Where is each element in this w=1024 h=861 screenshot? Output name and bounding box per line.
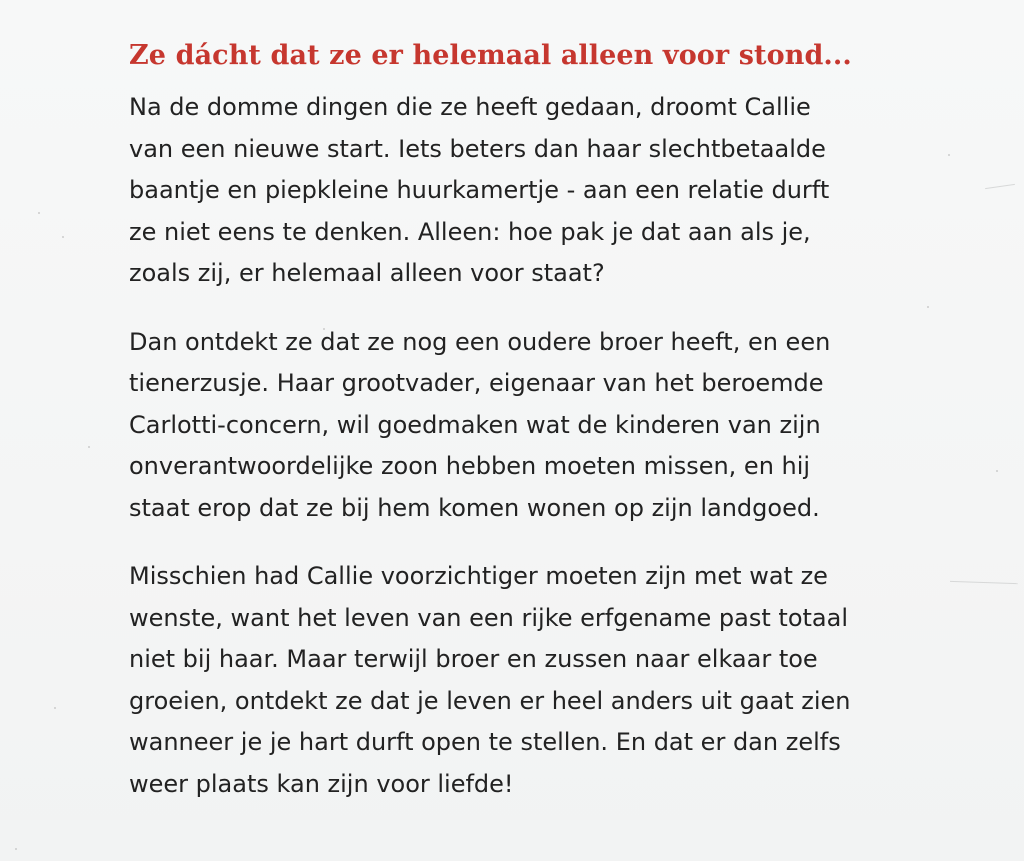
- paper-speck: [38, 212, 40, 214]
- blurb-content: [129, 38, 989, 832]
- text-line: onverantwoordelijke zoon hebben moeten missen, en hij: [129, 452, 811, 480]
- text-line: wenste, want het leven van een rijke erfgename past totaal: [129, 603, 848, 632]
- text-line: tienerzusje. Haar grootvader, eigenaar van het beroemde: [129, 369, 824, 397]
- text-line: van een nieuwe start. Iets beters dan haar slechtbetaalde: [129, 134, 826, 163]
- paragraph-2: [129, 322, 989, 530]
- paragraph-3: [129, 556, 989, 805]
- paper-speck: [15, 848, 17, 850]
- text-line: Carlotti-concern, wil goedmaken wat de kinderen van zijn: [129, 410, 821, 439]
- paper-speck: [996, 470, 998, 472]
- text-line: groeien, ontdekt ze dat je leven er heel anders uit gaat zien: [129, 686, 851, 715]
- text-line: wanneer je je hart durft open te stellen. En dat er dan zelfs: [129, 728, 841, 756]
- paper-speck: [62, 236, 64, 238]
- text-line: zoals zij, er helemaal alleen voor staat?: [129, 259, 605, 287]
- text-line: staat erop dat ze bij hem komen wonen op zijn landgoed.: [129, 493, 820, 522]
- paper-speck: [54, 707, 56, 709]
- text-line: ze niet eens te denken. Alleen: hoe pak je dat aan als je,: [129, 217, 811, 246]
- text-line: Misschien had Callie voorzichtiger moeten zijn met wat ze: [129, 562, 828, 590]
- paper-speck: [88, 446, 90, 448]
- text-line: baantje en piepkleine huurkamertje - aan een relatie durft: [129, 176, 830, 204]
- text-line: Dan ontdekt ze dat ze nog een oudere broer heeft, en een: [129, 327, 831, 356]
- paper-scratch: [985, 184, 1015, 189]
- text-line: weer plaats kan zijn voor liefde!: [129, 769, 514, 798]
- headline: Ze dácht dat ze er helemaal alleen voor stond...: [129, 40, 852, 71]
- text-line: Na de domme dingen die ze heeft gedaan, droomt Callie: [129, 93, 811, 121]
- text-line: niet bij haar. Maar terwijl broer en zussen naar elkaar toe: [129, 645, 818, 673]
- paragraph-1: [129, 87, 989, 295]
